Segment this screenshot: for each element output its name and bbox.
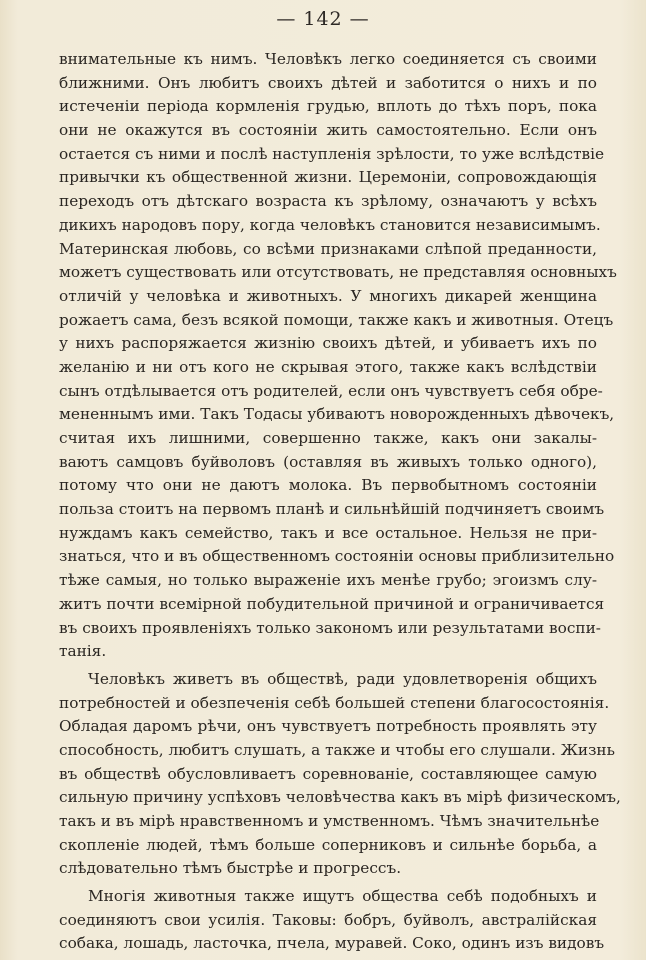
text-line: внимательные къ нимъ. Человѣкъ легко соединяется съ своими bbox=[59, 50, 597, 68]
text-line: знаться, что и въ общественномъ состояніи основы приблизительно bbox=[59, 547, 615, 566]
paragraph bbox=[59, 885, 605, 956]
text-line: остается съ ними и послѣ наступленія зрѣлости, то уже вслѣдствіе bbox=[59, 144, 605, 163]
text-line: переходъ отъ дѣтскаго возраста къ зрѣлому, означаютъ у всѣхъ bbox=[59, 192, 597, 211]
text-line: Многія животныя также ищутъ общества себѣ подобныхъ и bbox=[88, 887, 597, 906]
text-line: потому что они не даютъ молока. Въ первобытномъ состояніи bbox=[59, 476, 597, 495]
text-line: у нихъ распоряжается жизнію своихъ дѣтей, и убиваетъ ихъ по bbox=[59, 334, 597, 353]
text-line: житъ почти всемірной побудительной причиной и ограничивается bbox=[59, 594, 605, 613]
text-line: можетъ существовать или отсутствовать, не представляя основныхъ bbox=[59, 263, 617, 282]
text-line: скопленіе людей, тѣмъ больше соперниковъ и сильнѣе борьба, а bbox=[59, 835, 597, 854]
text-line: слѣдовательно тѣмъ быстрѣе и прогрессъ. bbox=[59, 859, 402, 878]
text-line: сынъ отдѣлывается отъ родителей, если онъ чувствуетъ себя обре- bbox=[59, 381, 603, 400]
text-line: рожаетъ сама, безъ всякой помощи, также какъ и животныя. Отецъ bbox=[59, 310, 614, 329]
text-line: тѣже самыя, но только выраженіе ихъ менѣе грубо; эгоизмъ слу- bbox=[59, 571, 597, 590]
text-line: польза стоитъ на первомъ планѣ и сильнѣйшій подчиняетъ своимъ bbox=[59, 500, 605, 519]
text-line: Материнская любовь, со всѣми признаками слѣпой преданности, bbox=[59, 239, 597, 258]
text-line: мененнымъ ими. Такъ Тодасы убиваютъ новорожденныхъ дѣвочекъ, bbox=[59, 405, 615, 424]
text-line: истеченіи періода кормленія грудью, вплоть до тѣхъ поръ, пока bbox=[59, 97, 597, 116]
text-line: дикихъ народовъ пору, когда человѣкъ становится независимымъ. bbox=[59, 215, 601, 234]
text-line: въ обществѣ обусловливаетъ соревнованіе, составляющее самую bbox=[59, 764, 597, 783]
body-text bbox=[59, 48, 621, 956]
text-line: считая ихъ лишними, совершенно также, какъ они закалы- bbox=[59, 429, 597, 447]
page-number: — 142 — bbox=[276, 8, 370, 30]
text-line: собака, лошадь, ласточка, пчела, муравей. Соко, одинъ изъ видовъ bbox=[59, 934, 605, 953]
text-line: сильную причину успѣховъ человѣчества какъ въ мірѣ физическомъ, bbox=[59, 788, 621, 807]
text-line: Человѣкъ живетъ въ обществѣ, ради удовлетворенія общихъ bbox=[88, 669, 597, 688]
text-line: желанію и ни отъ кого не скрывая этого, также какъ вслѣдствіи bbox=[59, 357, 597, 376]
text-line: привычки къ общественной жизни. Церемоніи, сопровождающія bbox=[59, 168, 597, 187]
paragraph bbox=[59, 668, 621, 881]
text-line: нуждамъ какъ семейство, такъ и все остальное. Нельзя не при- bbox=[59, 523, 597, 542]
text-line: отличій у человѣка и животныхъ. У многихъ дикарей женщина bbox=[59, 286, 597, 305]
text-line: ваютъ самцовъ буйволовъ (оставляя въ живыхъ только одного), bbox=[59, 452, 597, 471]
text-line: въ своихъ проявленіяхъ только закономъ или результатами воспи- bbox=[59, 618, 601, 637]
text-line: потребностей и обезпеченія себѣ большей степени благосостоянія. bbox=[59, 693, 610, 712]
text-line: танія. bbox=[59, 642, 107, 661]
text-line: соединяютъ свои усилія. Таковы: бобръ, буйволъ, австралійская bbox=[59, 910, 597, 929]
text-line: ближними. Онъ любитъ своихъ дѣтей и заботится о нихъ и по bbox=[59, 73, 597, 92]
text-line: Обладая даромъ рѣчи, онъ чувствуетъ потребность проявлять эту bbox=[59, 717, 597, 736]
paragraph bbox=[59, 48, 617, 664]
text-line: они не окажутся въ состояніи жить самостоятельно. Если онъ bbox=[59, 121, 597, 140]
text-line: такъ и въ мірѣ нравственномъ и умственномъ. Чѣмъ значительнѣе bbox=[59, 812, 600, 830]
text-line: способность, любитъ слушать, а также и чтобы его слушали. Жизнь bbox=[59, 740, 615, 759]
